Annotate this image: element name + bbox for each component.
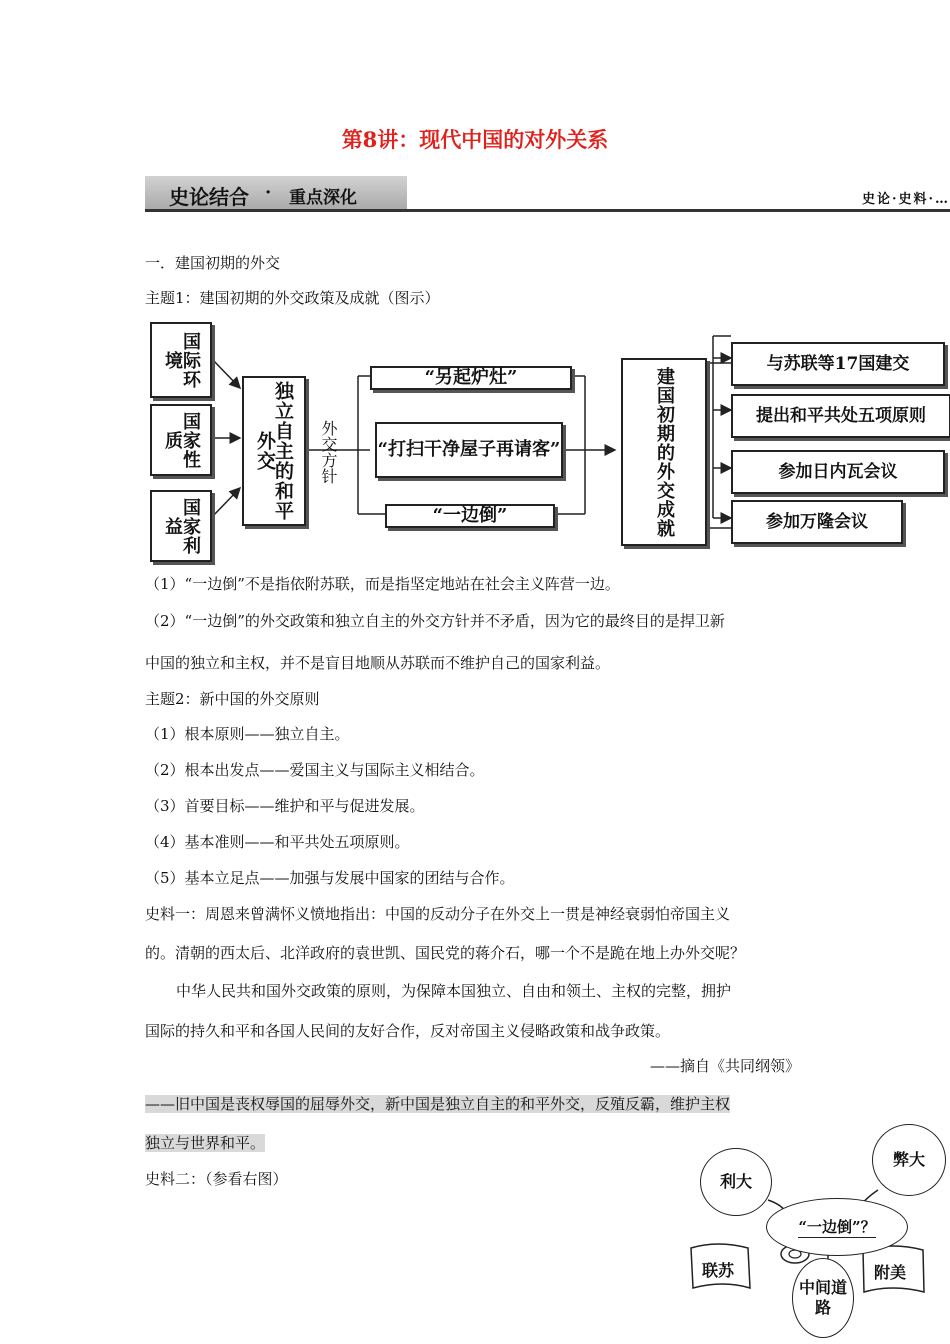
source1-line-4: 国际的持久和平和各国人民间的友好合作，反对帝国主义侵略政策和战争政策。 [145,1022,671,1040]
result-geneva: 参加日内瓦会议 [731,450,945,494]
principle-2: （2）根本出发点——爱国主义与国际主义相结合。 [145,761,485,779]
topic-heading: 主题1：建国初期的外交政策及成就（图示） [145,289,440,307]
note-1: （1）“一边倒”不是指依附苏联，而是指坚定地站在社会主义阵营一边。 [145,575,620,593]
cartoon-center-bubble [766,1198,908,1256]
cartoon-cons-bubble: 弊大 [872,1124,946,1196]
conclusion-line-2 [145,1132,265,1153]
cartoon-center-label: “一边倒”？ [798,1217,876,1236]
source1-citation: ——摘自《共同纲领》 [649,1057,800,1075]
policy-new-start: “另起炉灶” [370,366,572,390]
factor-international: 国际环境 [150,322,212,398]
policy-diagram [145,318,950,566]
result-five-principles: 提出和平共处五项原则 [731,394,950,438]
principle-3: （3）首要目标——维护和平与促进发展。 [145,797,425,815]
cartoon-right-sign: 附美 [874,1263,907,1282]
factor-interest: 国家利益 [150,490,212,562]
source1-line-3: 中华人民共和国外交政策的原则，为保障本国独立、自由和领土、主权的完整，拥护 [176,982,732,1000]
source2-line: 史料二：（参看右图） [145,1170,288,1188]
result-bandung: 参加万隆会议 [731,500,903,544]
source1-line-2: 的。清朝的西太后、北洋政府的袁世凯、国民党的蒋介石，哪一个不是跪在地上办外交呢？ [145,944,746,962]
banner-rule [145,209,950,212]
core-principle-box: 独立自主的和平外交 [242,376,306,526]
section-banner [145,176,950,212]
policy-lean-one-side: “一边倒” [385,504,555,528]
page-title: 第8讲：现代中国的对外关系 [341,127,609,152]
cartoon-bottom-bubble: 中间道路 [792,1258,854,1338]
result-diplomatic-ties: 与苏联等17国建交 [731,342,945,386]
source1-line-1: 史料一：周恩来曾满怀义愤地指出：中国的反动分子在外交上一贯是神经衰弱怕帝国主义 [145,905,731,923]
banner-dot: · [265,182,272,203]
diagram-mid-label: 外交方针 [319,420,338,484]
cartoon-illustration [688,1120,950,1344]
section-heading: 一．建国初期的外交 [145,254,281,272]
banner-right-label: 史论·史料·… [861,192,950,207]
policy-clean-house: “打扫干净屋子再请客” [375,422,563,478]
principle-5: （5）基本立足点——加强与发展中国家的团结与合作。 [145,869,515,887]
principle-4: （4）基本准则——和平共处五项原则。 [145,833,410,851]
conclusion-text-1: ——旧中国是丧权辱国的屈辱外交，新中国是独立自主的和平外交，反殖反霸，维护主权 [145,1095,731,1113]
cartoon-left-sign: 联苏 [702,1261,735,1280]
topic2-heading: 主题2：新中国的外交原则 [145,690,320,708]
factor-nature: 国家性质 [150,404,212,476]
note-2: （2）“一边倒”的外交政策和独立自主的外交方针并不矛盾，因为它的最终目的是捍卫新 [145,612,725,630]
note-3: 中国的独立和主权，并不是盲目地顺从苏联而不维护自己的国家利益。 [145,654,611,672]
banner-sub-label: 重点深化 [289,188,357,208]
conclusion-line-1 [145,1093,730,1114]
principle-1: （1）根本原则——独立自主。 [145,725,350,743]
banner-main-label: 史论结合 [169,185,249,209]
achievement-box: 建国初期的外交成就 [621,358,707,546]
conclusion-text-2: 独立与世界和平。 [145,1134,266,1152]
cartoon-pros-bubble: 利大 [700,1148,772,1216]
